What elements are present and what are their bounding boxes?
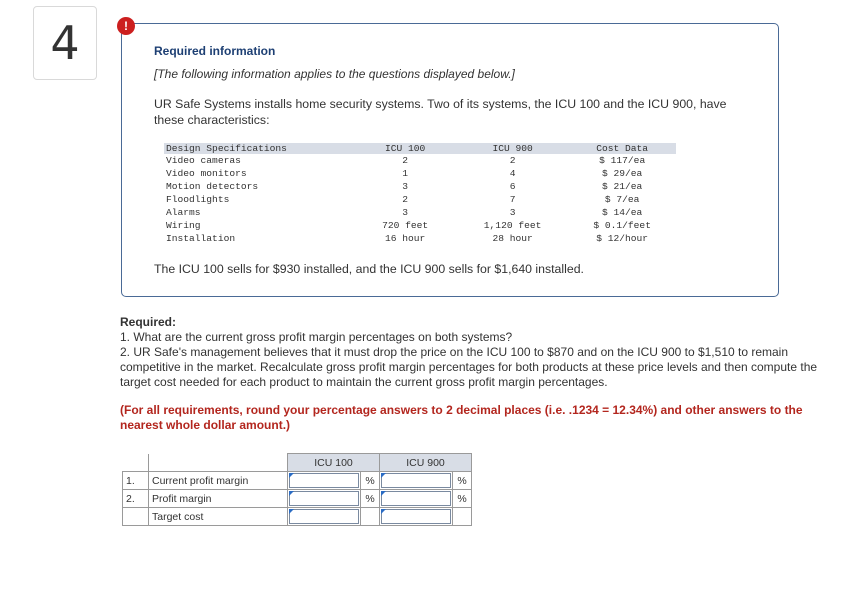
alert-icon: !	[117, 17, 135, 35]
required-flag-icon	[289, 491, 294, 496]
spec-cost: $ 12/hour	[596, 233, 649, 244]
percent-unit: %	[361, 490, 380, 508]
spec-icu100: 3	[402, 181, 408, 192]
icu100-current-margin-input[interactable]	[289, 473, 359, 488]
required-flag-icon	[381, 473, 386, 478]
answer-header-row	[123, 454, 472, 472]
percent-unit: %	[453, 472, 472, 490]
spec-row	[164, 180, 676, 193]
answer-header-icu100: ICU 100	[288, 454, 380, 472]
spec-cost: $ 14/ea	[602, 207, 643, 218]
spec-item: Installation	[166, 233, 236, 244]
spec-item: Floodlights	[166, 194, 230, 205]
spec-icu900: 4	[509, 168, 516, 179]
specifications-table	[164, 143, 676, 245]
required-information-note: [The following information applies to the questions displayed below.]	[154, 67, 515, 81]
spec-row	[164, 232, 676, 245]
required-section	[120, 315, 820, 390]
required-item-2: 2. UR Safe's management believes that it must drop the price on the ICU 100 to $870 and on the ICU 900 to $1,510 to remain competitive in the market. Recalculate gross profit margin percentages for both products at these price levels and then compute the target cost needed for each product to maintain the current gross profit margin percentages.	[120, 345, 818, 389]
spec-item: Video cameras	[166, 155, 241, 166]
spec-cost: $ 117/ea	[599, 155, 646, 166]
required-label: Required:	[120, 315, 177, 329]
icu900-target-cost-input[interactable]	[381, 509, 451, 524]
unit-cell	[453, 508, 472, 526]
answer-row-number: 1.	[123, 472, 149, 490]
unit-cell	[361, 508, 380, 526]
answer-row	[123, 508, 472, 526]
spec-cost: $ 0.1/feet	[593, 220, 651, 231]
required-flag-icon	[289, 509, 294, 514]
percent-unit: %	[361, 472, 380, 490]
intro-text: UR Safe Systems installs home security systems. Two of its systems, the ICU 100 and the ICU 900, have these characteristics:	[154, 97, 727, 127]
spec-cost: $ 29/ea	[602, 168, 643, 179]
required-flag-icon	[381, 509, 386, 514]
spec-cost: $ 21/ea	[602, 181, 643, 192]
answer-row-number	[123, 508, 149, 526]
spec-icu900: 2	[509, 155, 516, 166]
spec-item: Alarms	[166, 207, 201, 218]
spec-icu100: 3	[402, 207, 408, 218]
spec-item: Video monitors	[166, 168, 247, 179]
spec-icu900: 6	[509, 181, 516, 192]
answer-header-icu900: ICU 900	[380, 454, 472, 472]
spec-icu900: 7	[509, 194, 516, 205]
required-information-title: Required information	[154, 44, 276, 58]
spec-row	[164, 167, 676, 180]
icu100-profit-margin-input[interactable]	[289, 491, 359, 506]
icu900-current-margin-input[interactable]	[381, 473, 451, 488]
spec-item: Motion detectors	[166, 181, 259, 192]
spec-icu100: 720 feet	[382, 220, 429, 231]
selling-price-text: The ICU 100 sells for $930 installed, and the ICU 900 sells for $1,640 installed.	[154, 262, 584, 276]
spec-icu100: 2	[402, 155, 408, 166]
required-item-1: 1. What are the current gross profit margin percentages on both systems?	[120, 330, 513, 344]
spec-row	[164, 154, 676, 167]
rounding-instructions: (For all requirements, round your percentage answers to 2 decimal places (i.e. .1234 = 12.34%) and other answers to the nearest whole dollar amount.)	[120, 403, 803, 432]
spec-header-cost: Cost Data	[568, 143, 676, 154]
answer-row-label: Current profit margin	[149, 472, 288, 490]
answer-table	[122, 453, 472, 526]
answer-row-number: 2.	[123, 490, 149, 508]
spec-icu100: 1	[402, 168, 408, 179]
spec-cost: $ 7/ea	[604, 194, 640, 205]
spec-header-icu900: ICU 900	[457, 143, 569, 154]
answer-row-label: Target cost	[149, 508, 288, 526]
spec-header-icu100: ICU 100	[353, 143, 457, 154]
spec-icu100: 16 hour	[384, 233, 426, 244]
question-number: 4	[33, 6, 97, 80]
spec-row	[164, 206, 676, 219]
required-flag-icon	[381, 491, 386, 496]
spec-header-row	[164, 143, 676, 154]
spec-icu900: 28 hour	[492, 233, 533, 244]
spec-icu900: 3	[509, 207, 516, 218]
required-flag-icon	[289, 473, 294, 478]
answer-row-label: Profit margin	[149, 490, 288, 508]
spec-header-design: Design Specifications	[164, 143, 353, 154]
spec-icu900: 1,120 feet	[483, 220, 542, 231]
answer-row	[123, 490, 472, 508]
spec-icu100: 2	[402, 194, 408, 205]
spec-row	[164, 193, 676, 206]
percent-unit: %	[453, 490, 472, 508]
icu100-target-cost-input[interactable]	[289, 509, 359, 524]
spec-item: Wiring	[166, 220, 201, 231]
icu900-profit-margin-input[interactable]	[381, 491, 451, 506]
answer-row	[123, 472, 472, 490]
spec-row	[164, 219, 676, 232]
